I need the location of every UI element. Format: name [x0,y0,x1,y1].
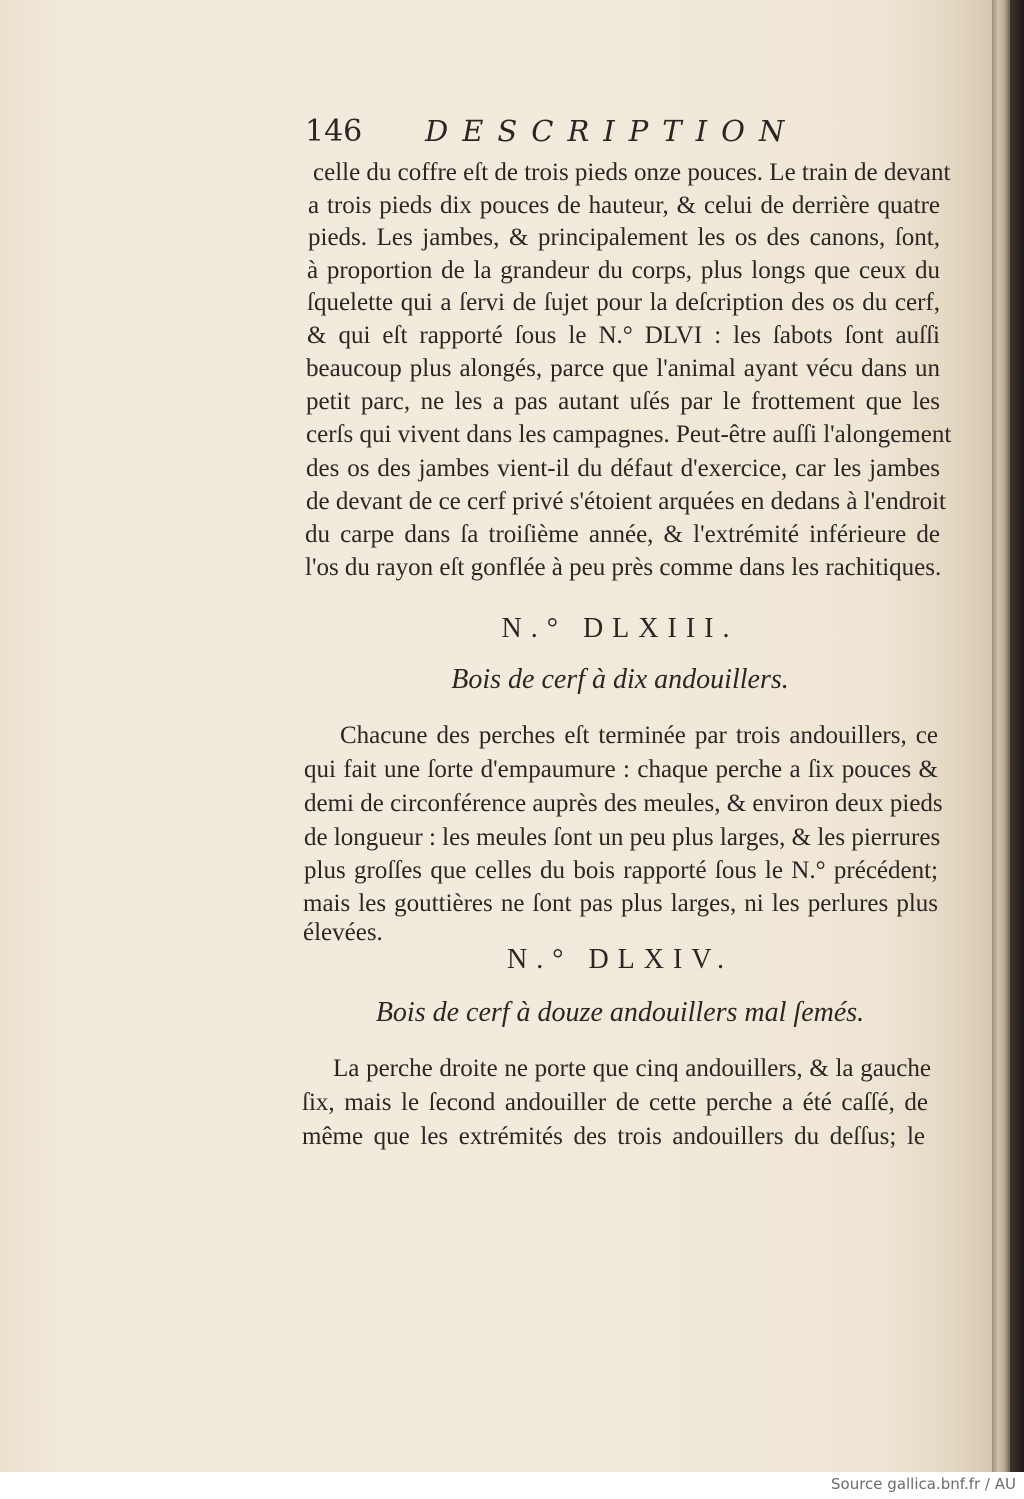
text-line: même que les extrémités des trois andouillers du deſſus; le [302,1123,925,1150]
section-title: Bois de cerf à douze andouillers mal ſemés. [375,997,865,1028]
text-line: l'os du rayon eſt gonflée à peu près comme dans les rachitiques. [305,554,942,581]
text-line: qui fait une ſorte d'empaumure : chaque perche a ſix pouces & [304,756,938,783]
source-credit: Source gallica.bnf.fr / AU [831,1475,1016,1493]
text-line: & qui eſt rapporté ſous le N.° DLVI : les ſabots ſont auſſi [307,322,940,349]
text-line: mais les gouttières ne ſont pas plus larges, ni les perlures plus [303,890,938,917]
text-line: petit parc, ne les a pas autant uſés par le frottement que les [306,388,940,415]
running-title: DESCRIPTION [425,114,799,148]
page-number: 146 [305,114,363,149]
text-line: de devant de ce cerf privé s'étoient arquées en dedans à l'endroit [306,488,946,515]
text-line: de longueur : les meules ſont un peu plus larges, & les pierrures [304,824,941,851]
cover-edge [1010,0,1024,1472]
text-line: élevées. [303,919,383,946]
page-edge [992,0,1010,1472]
text-line: ſquelette qui a ſervi de ſujet pour la deſcription des os du cerf, [307,289,940,316]
text-line: du carpe dans ſa troiſième année, & l'extrémité inférieure de [305,521,940,548]
text-line: ſix, mais le ſecond andouiller de cette perche a été caſſé, de [302,1089,928,1116]
text-line: Chacune des perches eſt terminée par trois andouillers, ce [340,722,938,749]
text-line: beaucoup plus alongés, parce que l'animal ayant vécu dans un [306,355,940,382]
text-line: à proportion de la grandeur du corps, plus longs que ceux du [307,257,940,284]
section-title: Bois de cerf à dix andouillers. [451,664,789,695]
section-number: N.° DLXIV. [507,944,733,975]
text-line: La perche droite ne porte que cinq andouillers, & la gauche [333,1055,931,1082]
text-line: pieds. Les jambes, & principalement les os des canons, ſont, [308,224,940,251]
running-head [305,114,945,158]
section-number: N.° DLXIII. [501,613,739,644]
text-line: des os des jambes vient-il du défaut d'exercice, car les jambes [306,455,940,482]
text-line: celle du coffre eſt de trois pieds onze pouces. Le train de devant [313,159,951,186]
text-line: demi de circonférence auprès des meules, & environ deux pieds [304,790,943,817]
text-line: cerſs qui vivent dans les campagnes. Peut-être auſſi l'alongement [306,421,952,448]
text-line: a trois pieds dix pouces de hauteur, & celui de derrière quatre [308,192,940,219]
text-line: plus groſſes que celles du bois rapporté ſous le N.° précédent; [304,857,938,884]
